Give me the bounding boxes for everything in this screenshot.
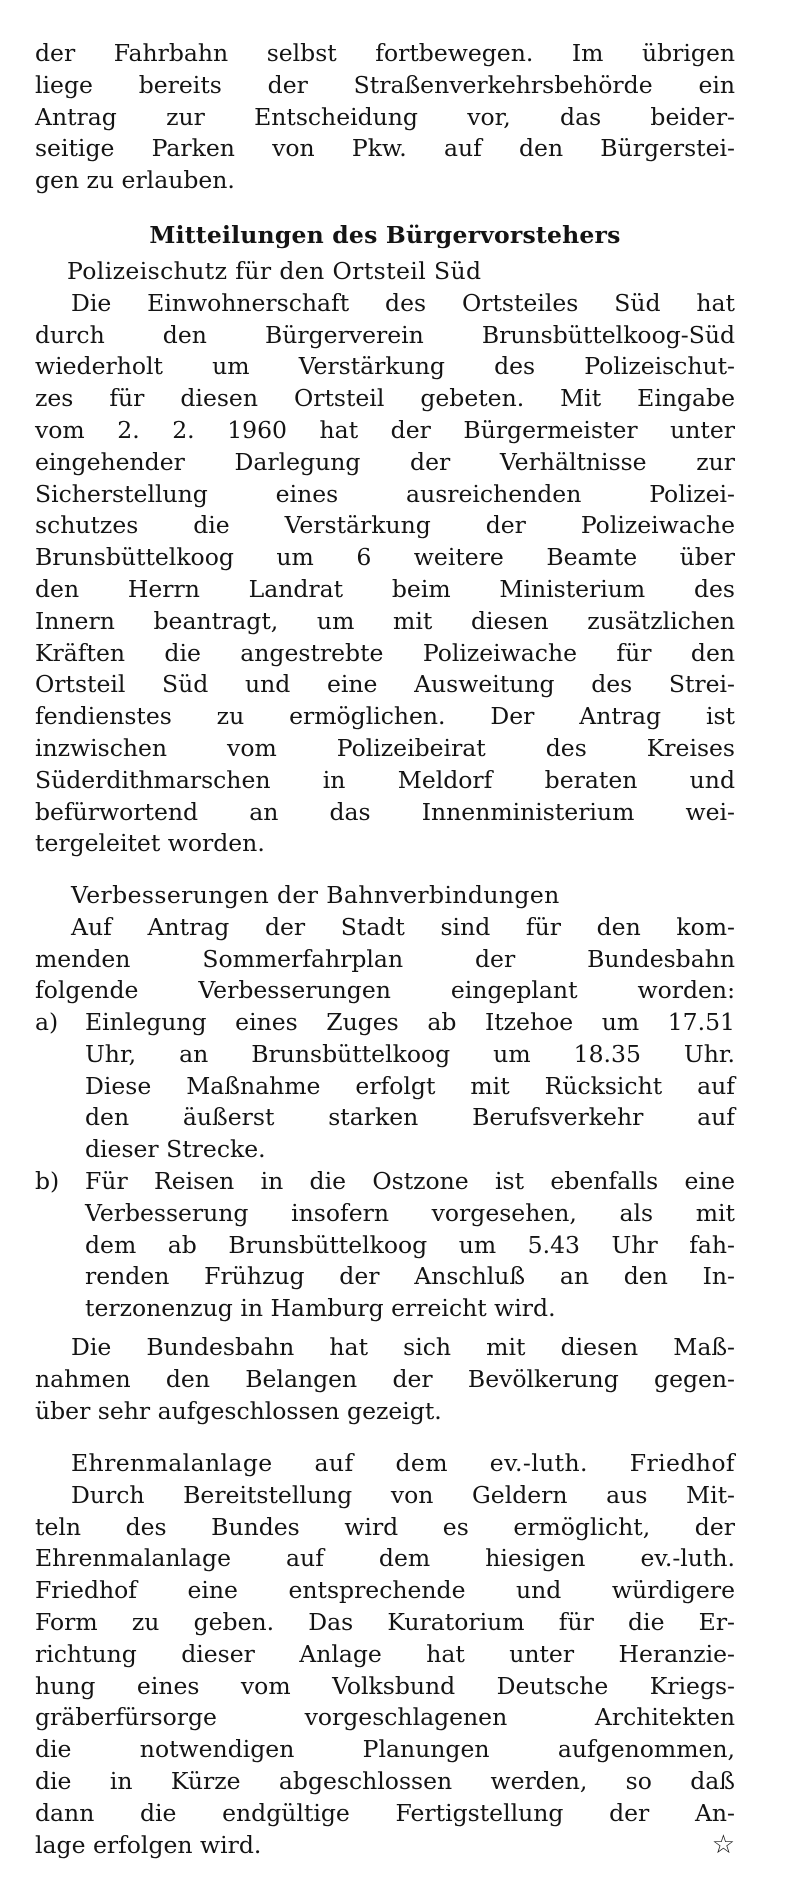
text-line: terzonenzug in Hamburg erreicht wird. bbox=[85, 1294, 556, 1323]
text-line: Auf Antrag der Stadt sind für den kom- bbox=[71, 912, 735, 941]
text-line: folgende Verbesserungen eingeplant worden: bbox=[35, 976, 735, 1005]
text-line: menden Sommerfahrplan der Bundesbahn bbox=[35, 944, 735, 973]
article-title: Verbesserungen der Bahnverbindungen bbox=[71, 881, 560, 909]
text-line: Ehrenmalanlage auf dem hiesigen ev.-luth. bbox=[35, 1544, 735, 1573]
text-line: tergeleitet worden. bbox=[35, 829, 265, 858]
text-line: Durch Bereitstellung von Geldern aus Mit- bbox=[71, 1480, 735, 1509]
text-line: die notwendigen Planungen aufgenommen, bbox=[35, 1735, 735, 1764]
text-line: inzwischen vom Polizeibeirat des Kreises bbox=[35, 733, 735, 762]
text-line: vom 2. 2. 1960 hat der Bürgermeister unter bbox=[35, 415, 735, 444]
text-line: liege bereits der Straßenverkehrsbehörde ein bbox=[35, 70, 735, 99]
rail-closing-paragraph bbox=[35, 1332, 735, 1427]
star-icon: ☆ bbox=[711, 1829, 735, 1860]
text-line: hung eines vom Volksbund Deutsche Kriegs- bbox=[35, 1671, 735, 1700]
text-line: gen zu erlauben. bbox=[35, 166, 235, 195]
list-marker: a) bbox=[35, 1008, 59, 1036]
text-line: zes für diesen Ortsteil gebeten. Mit Eingabe bbox=[35, 384, 735, 413]
text-line: Süderdithmarschen in Meldorf beraten und bbox=[35, 765, 735, 794]
text-line: Einlegung eines Zuges ab Itzehoe um 17.51 bbox=[85, 1008, 735, 1036]
text-line: Friedhof eine entsprechende und würdigere bbox=[35, 1576, 735, 1605]
text-line: die in Kürze abgeschlossen werden, so daß bbox=[35, 1766, 735, 1795]
text-line: Diese Maßnahme erfolgt mit Rücksicht auf bbox=[85, 1071, 735, 1100]
text-line: den Herrn Landrat beim Ministerium des bbox=[35, 574, 735, 603]
article-title: Ehrenmalanlage auf dem ev.-luth. Friedhof bbox=[71, 1449, 735, 1477]
text-line: Sicherstellung eines ausreichenden Polizei- bbox=[35, 479, 735, 508]
text-line: Kräften die angestrebte Polizeiwache für den bbox=[35, 638, 735, 667]
text-line: Die Einwohnerschaft des Ortsteiles Süd hat bbox=[71, 288, 735, 317]
text-line: Uhr, an Brunsbüttelkoog um 18.35 Uhr. bbox=[85, 1039, 735, 1068]
text-line: lage erfolgen wird. bbox=[35, 1830, 262, 1859]
text-line: Innern beantragt, um mit diesen zusätzlichen bbox=[35, 606, 735, 635]
text-line: den äußerst starken Berufsverkehr auf bbox=[85, 1103, 735, 1132]
list-marker: b) bbox=[35, 1167, 60, 1195]
text-line: Die Bundesbahn hat sich mit diesen Maß- bbox=[71, 1333, 735, 1361]
text-line: gräberfürsorge vorgeschlagenen Architekten bbox=[35, 1703, 735, 1732]
text-line: eingehender Darlegung der Verhältnisse zur bbox=[35, 447, 735, 476]
text-line: richtung dieser Anlage hat unter Heranzie- bbox=[35, 1639, 735, 1668]
text-line: Antrag zur Entscheidung vor, das beider- bbox=[35, 102, 735, 131]
text-line: dieser Strecke. bbox=[85, 1135, 266, 1164]
article-police bbox=[35, 256, 735, 860]
list-item bbox=[35, 1007, 735, 1167]
text-line: dem ab Brunsbüttelkoog um 5.43 Uhr fah- bbox=[85, 1230, 735, 1259]
text-line: schutzes die Verstärkung der Polizeiwache bbox=[35, 511, 735, 540]
text-line: Ortsteil Süd und eine Ausweitung des Strei- bbox=[35, 670, 735, 699]
text-line: der Fahrbahn selbst fortbewegen. Im übrigen bbox=[35, 39, 735, 67]
text-line: renden Frühzug der Anschluß an den In- bbox=[85, 1262, 735, 1291]
text-line: dann die endgültige Fertigstellung der An- bbox=[35, 1798, 735, 1827]
text-line: Form zu geben. Das Kuratorium für die Er- bbox=[35, 1607, 735, 1636]
article-rail bbox=[35, 880, 735, 1007]
text-line: fendienstes zu ermöglichen. Der Antrag ist bbox=[35, 702, 735, 731]
article-title: Polizeischutz für den Ortsteil Süd bbox=[67, 257, 482, 285]
list-item bbox=[35, 1166, 735, 1326]
text-line: Brunsbüttelkoog um 6 weitere Beamte über bbox=[35, 543, 735, 572]
section-heading: Mitteilungen des Bürgervorstehers bbox=[149, 221, 621, 249]
article-memorial bbox=[35, 1448, 735, 1861]
text-line: durch den Bürgerverein Brunsbüttelkoog-Süd bbox=[35, 320, 735, 349]
text-line: befürwortend an das Innenministerium wei- bbox=[35, 797, 735, 826]
text-line: über sehr aufgeschlossen gezeigt. bbox=[35, 1396, 442, 1425]
section-heading-block bbox=[35, 220, 735, 252]
text-line: Verbesserung insofern vorgesehen, als mit bbox=[85, 1198, 735, 1227]
text-line: teln des Bundes wird es ermöglicht, der bbox=[35, 1512, 735, 1541]
text-line: Für Reisen in die Ostzone ist ebenfalls eine bbox=[85, 1167, 735, 1195]
text-line: wiederholt um Verstärkung des Polizeischut- bbox=[35, 352, 735, 381]
continuation-paragraph bbox=[35, 38, 735, 197]
text-line: nahmen den Belangen der Bevölkerung gegen- bbox=[35, 1364, 735, 1393]
text-line: seitige Parken von Pkw. auf den Bürgerstei- bbox=[35, 134, 735, 163]
